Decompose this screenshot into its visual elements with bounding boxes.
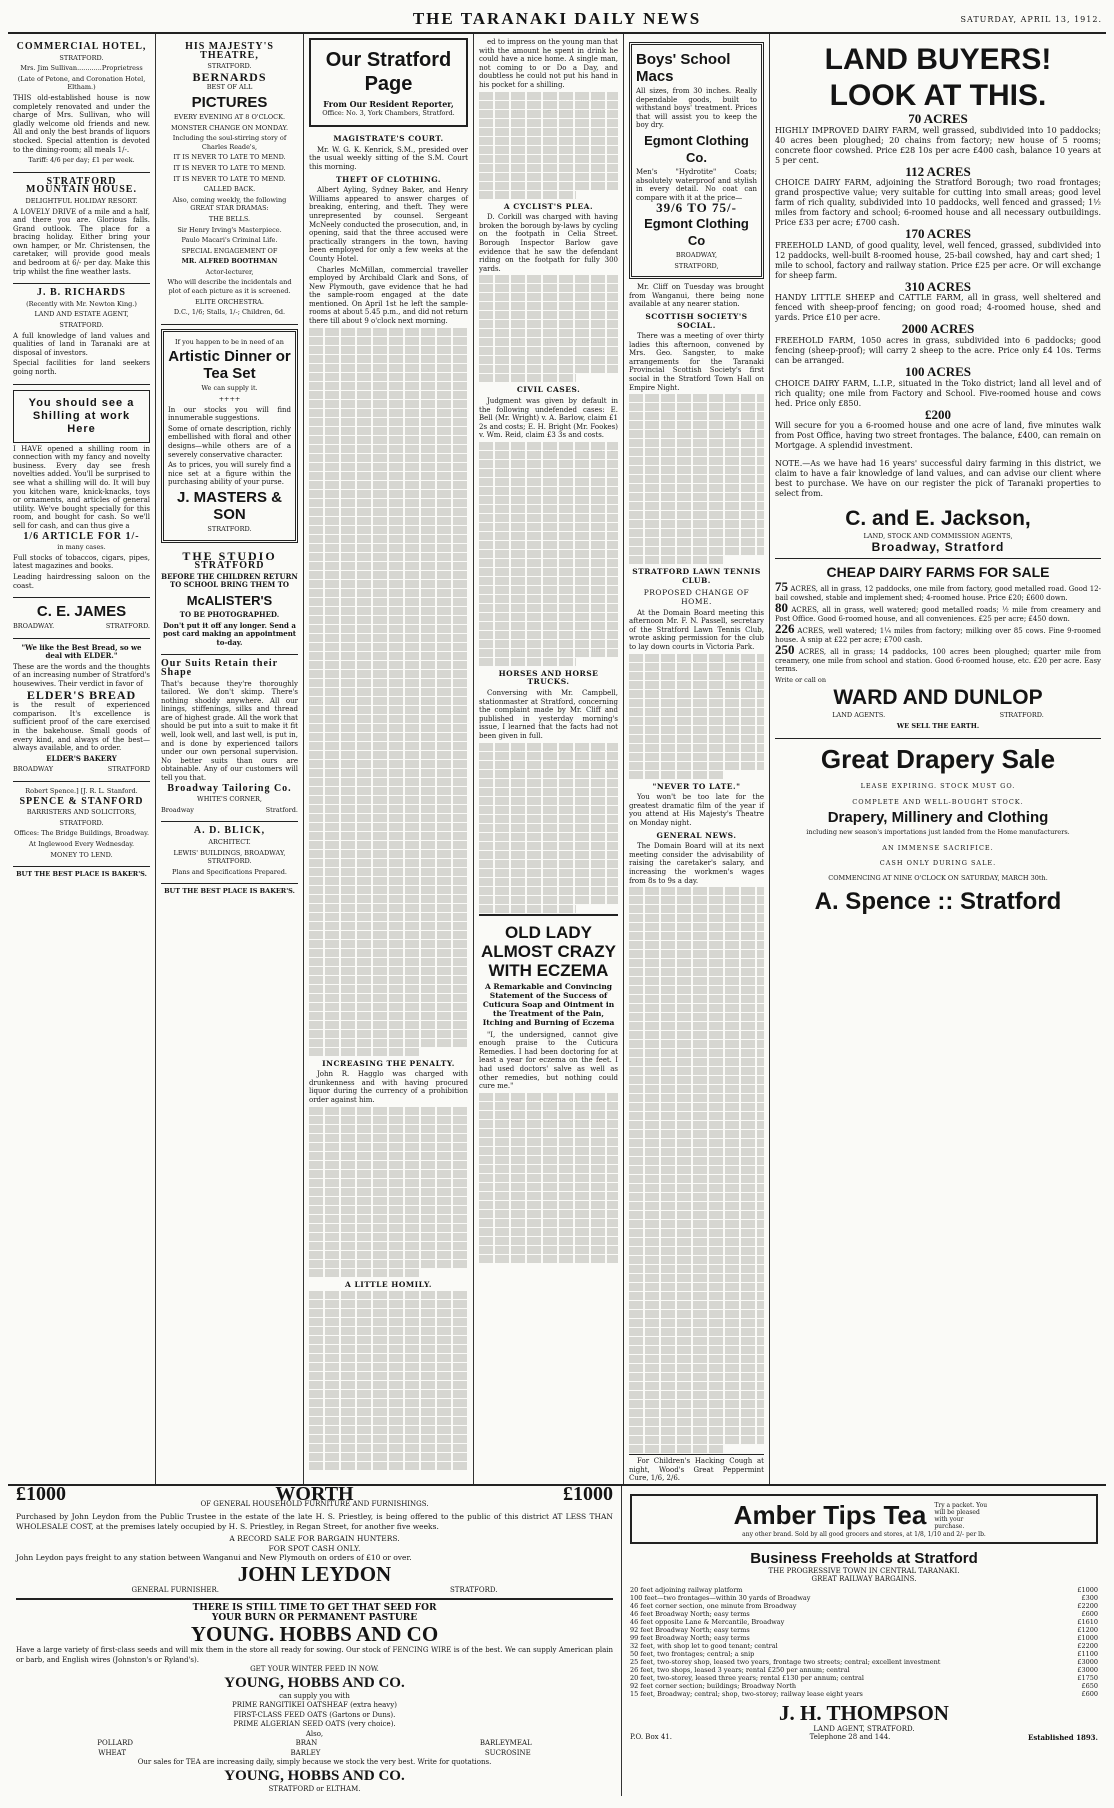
drapery-sale-ad: Great Drapery Sale LEASE EXPIRING. STOCK MUST GO. COMPLETE AND WELL-BOUGHT STOCK. Drapery, Millinery and Clothing including new season's importations just landed from the Home manufacturers. AN IMMENSE SACRIFICE. CASH ONLY DURING SALE. COMMENCING AT NINE O'CLOCK ON SATURDAY, MARCH 30th. A. Spence :: Stratford — [806, 743, 1070, 916]
studio-ad: THE STUDIO STRATFORD BEFORE THE CHILDREN RETURN TO SCHOOL BRING THEM TO McALISTER'S TO BE PHOTOGRAPHED. Don't put it off any longer. Send a post card making an appointment to-day. — [161, 547, 298, 656]
homily-heading: A LITTLE HOMILY. — [345, 1279, 432, 1289]
egmont-clothing-ad: Boys' School Macs All sizes, from 30 inches. Really dependable goods, built to withstand boys' treatment. Prices that will assist you to keep the boy dry. Egmont Clothing Co. Men's "Hydrotite" Coats; absolutely waterproof and stylish in every detail. No coat can compare with it at the price— 39/6 TO 75/- Egmont Clothing Co BROADWAY, STRATFORD, — [629, 42, 764, 279]
column-1 — [8, 34, 156, 1484]
masters-ad: If you happen to be in need of an Artistic Dinner or Tea Set We can supply it. ++++ In our stocks you will find innumerable suggestions. Some of ornate description, richly embellished with floral and other designs—while others are of a severely conservative character. As to prices, you will surely find a nice set at a figure within the purchasing ability of your purse. J. MASTERS & SON STRATFORD. — [161, 329, 298, 543]
list-item: 46 feet corner section, one minute from Broadway £2200 — [630, 1602, 1098, 1610]
article-text — [309, 328, 468, 336]
ward-dunlop-ad: CHEAP DAIRY FARMS FOR SALE 75 ACRES, all in grass, 12 paddocks, one mile from factory, good metalled road. Good 12-bail cowshed, stable and implement shed; 4-roomed house. Price £20; £600 down. 80 ACRES, all in grass, well watered; good metalled roads; ½ mile from creamery and Post Office. Good 6-roomed house, and all conveniences. £25 per acre; £450 down. 226 ACRES, well watered; 1¼ miles from factory; milking over 85 cows. Fine 9-roomed house. A snip at £22 per acre; £700 cash. 250 ACRES, all in grass; 14 paddocks, 100 acres been ploughed; quarter mile from creamery, one mile from school and station. Good 6-roomed house, etc. £20 per acre. Easy terms. Write or call on WARD AND DUNLOP LAND AGENTS. STRATFORD. WE SELL THE EARTH. — [775, 559, 1101, 738]
blick-ad: A. D. BLICK, ARCHITECT. LEWIS' BUILDINGS, BROADWAY, STRATFORD. Plans and Specifications Prepared. — [161, 822, 298, 884]
tailoring-ad: Our Suits Retain their Shape That's because they're thoroughly tailored. We don't skimp. There's nothing shoddy anywhere. All our linings, stiffenings, silks and thread are of highest grade. All the work that should be put into a suit to make it fit well, look well, and last well, is put in, and is done by experienced tailors under our own personal supervision. No better suits than ours are obtainable. Any of our customers will tell you that. Broadway Tailoring Co. WHITE'S CORNER, Broadway Stratford. — [161, 655, 298, 822]
shilling-room-ad: You should see a Shilling at work Here I HAVE opened a shilling room in connection with my fancy and novelty business. Every day see fresh novelties added. You'll be surprised to see what a shilling will do. It will buy you kitchen ware, knick-knacks, toys or ornaments, and articles of general utility. We've bought specially for this room, and bought for cash. So we'll sell for cash, and can thus give a 1/6 ARTICLE FOR 1/- in many cases. Full stocks of tobaccos, cigars, pipes, latest magazines and books. Leading hairdressing saloon on the coast. — [13, 385, 150, 599]
list-item: 20 feet, two-storey, leased three years; rental £130 per annum; central £1750 — [630, 1674, 1098, 1682]
column-6 — [770, 34, 1106, 1484]
list-item: 20 feet adjoining railway platform £1000 — [630, 1586, 1098, 1594]
amber-tips-ad: Amber Tips Tea Try a packet. You will be pleased with your purchase. any other brand. Sold by all good grocers and stores, at 1/8, 1/10 and 2/- per lb. — [630, 1494, 1098, 1544]
list-item: 99 feet Broadway North; easy terms £1000 — [630, 1634, 1098, 1642]
scottish-heading: SCOTTISH SOCIETY'S SOCIAL. — [645, 311, 748, 330]
elder-bread-ad: "We like the Best Bread, so we deal with ELDER." These are the words and the thoughts of an increasing number of Stratford's housewives. Their verdict in favor of ELDER'S BREAD is the result of experienced comparison. It's excellence is sufficient proof of the care exercised in the bakehouse. Small goods of every kind, and always of the best—always available, and to order. ELDER'S BAKERY BROADWAY STRATFORD — [13, 639, 150, 782]
bottom-left: £1000 WORTH £1000 OF GENERAL HOUSEHOLD FURNITURE AND FURNISHINGS. Purchased by John Leydon from the Public Trustee in the estate of the late H. S. Priestley, is being offered to the public of this district AT LESS THAN WHOLESALE COST, at the premises lately occupied by H. S. Priestley, in Regan Street, for another five weeks. A RECORD SALE FOR BARGAIN HUNTERS. FOR SPOT CASH ONLY. John Leydon pays freight to any station between Wanganui and New Plymouth on orders of £10 or over. JOHN LEYDON GENERAL FURNISHER. STRATFORD. THERE IS STILL TIME TO GET THAT SEED FOR YOUR BURN OR PERMANENT PASTURE YOUNG. HOBBS AND CO Have a large variety of first-class seeds and will mix them in the store all ready for sowing. Our stock of FENCING WIRE is of the best. We can supply American plain or barb, and English wires (Johnston's or Ryland's). GET YOUR WINTER FEED IN NOW. YOUNG, HOBBS AND CO. can supply you with PRIME RANGITIKEI OATSHEAF (extra heavy) FIRST-CLASS FEED OATS (Gartons or Duns). PRIME ALGERIAN SEED OATS (very choice). Also, POLLARD BRAN BARLEYMEAL WHEAT BARLEY SUCROSINE Our sales for TEA are increasing daily, simply because we stock the very best. Write for quotations. YOUNG, HOBBS AND CO. STRATFORD or ELTHAM. — [8, 1486, 622, 1796]
list-item: 46 feet Broadway North; easy terms £600 — [630, 1610, 1098, 1618]
list-item: 75 ACRES, all in grass, 12 paddocks, one mile from factory, good metalled road. Good 12-bail cowshed, stable and implement shed; 4-roomed house. Price £20; £600 down. — [775, 579, 1101, 602]
column-2 — [156, 34, 304, 1484]
commercial-hotel-ad: COMMERCIAL HOTEL, STRATFORD. Mrs. Jim Sullivan............Proprietress (Late of Petone, and Coronation Hotel, Eltham.) THIS old-established house is now completely renovated and under the charge of Mrs. Sullivan, who will gladly welcome old friends and new. All and only the best brands of liquors stocked. Special attention is devoted to the dining-room; all meals 1/-. Tariff: 4/6 per day; £1 per week. — [13, 38, 150, 173]
richards-ad: J. B. RICHARDS (Recently with Mr. Newton King.) LAND AND ESTATE AGENT, STRATFORD. A full knowledge of land values and qualities of land in Taranaki are at disposal of investors. Special facilities for land seekers going north. — [13, 284, 150, 384]
general-news-heading: GENERAL NEWS. — [656, 830, 737, 840]
masthead — [8, 6, 1106, 34]
thompson-name: J. H. THOMPSON — [779, 1701, 949, 1725]
col1-footer: BUT THE BEST PLACE IS BAKER'S. — [16, 870, 147, 879]
cuticura-ad: OLD LADY ALMOST CRAZY WITH ECZEMA A Remarkable and Convincing Statement of the Success of Cuticura Soap and Ointment in the Treatment of the Pain, Itching and Burning of Eczema "I, the undersigned, cannot give enough praise to the Cuticura Remedies. I had been doctoring for at least a year for eczema on the feet. I had used doctors' salve as well as other remedies, but nothing could cure me." — [479, 914, 618, 1269]
list-item: 250 ACRES, all in grass; 14 paddocks, 100 acres been ploughed; quarter mile from creamery, one mile from school and station. Good 6-roomed house, etc. £20 per acre. Easy terms. — [775, 642, 1101, 674]
bottom-section — [8, 1483, 1106, 1796]
theft-heading: THEFT OF CLOTHING. — [336, 174, 441, 184]
list-item: 25 feet, two-storey shop, leased two years, frontage two streets; central; excellent investment £3000 — [630, 1658, 1098, 1666]
list-item: 26 feet, two shops, leased 3 years; rental £250 per annum; central £3000 — [630, 1666, 1098, 1674]
issue-date: SATURDAY, APRIL 13, 1912. — [960, 14, 1102, 24]
page-headline: Our Stratford Page — [325, 49, 452, 95]
tennis-heading: STRATFORD LAWN TENNIS CLUB. — [632, 567, 761, 585]
freehold-list — [630, 1586, 1098, 1698]
column-4: ed to impress on the young man that with the amount he spent in drink he could have a nice home. A single man, not coming to or Do a Day, and doubtless he could not put his hand in his pocket for a shilling. A CYCLIST'S PLEA. D. Corkill was charged with having broken the borough by-laws by cycling on the footpath in Celia Street. Borough Inspector Barlow gave evidence that he saw the defendant riding on the footpath for fully 300 yards. CIVIL CASES. Judgment was given by default in the following undefended cases: E. Bell (Mr. Wright) v. A. Barlow, claim £1 2s and costs; E. H. Bright (Mr. Fookes) v. Wm. Reid, claim £3 3s and costs. HORSES AND HORSE TRUCKS. Conversing with Mr. Campbell, stationmaster at Stratford, concerning the complaint made by Mr. Cliff and published in yesterday morning's issue, I learned that the facts had not been given in full. OLD LADY ALMOST CRAZY WITH ECZEMA A Remarkable and Convincing Statement of the Success of Cuticura Soap and Ointment in the Treatment of the Pain, Itching and Burning of Eczema "I, the undersigned, cannot give enough praise to the Cuticura Remedies. I had been doctoring for at least a year for eczema on the feet. I had used doctors' salve as well as other remedies, but nothing could cure me." — [474, 34, 624, 1484]
theatre-ad: HIS MAJESTY'S THEATRE, STRATFORD. BERNARDS BEST OF ALL PICTURES EVERY EVENING AT 8 O'CLOCK. MONSTER CHANGE ON MONDAY. Including the soul-stirring story of Charles Reade's, IT IS NEVER TO LATE TO MEND. IT IS NEVER TO LATE TO MEND. IT IS NEVER TO LATE TO MEND. CALLED BACK. Also, coming weekly, the following GREAT STAR DRAMAS: THE BELLS. Sir Henry Irving's Masterpiece. Paulo Macari's Criminal Life. SPECIAL ENGAGEMENT OF MR. ALFRED BOOTHMAN Actor-lecturer, Who will describe the incidentals and plot of each picture as it is screened. ELITE ORCHESTRA. D.C., 1/6; Stalls, 1/-; Children, 6d. — [161, 38, 298, 325]
col2-footer: BUT THE BEST PLACE IS BAKER'S. — [164, 887, 295, 896]
leydon-ad-header: £1000 WORTH £1000 — [16, 1483, 613, 1505]
list-item: 15 feet, Broadway; central; shop, two-storey; railway lease eight years £600 — [630, 1690, 1098, 1698]
bottom-right: Amber Tips Tea Try a packet. You will be pleased with your purchase. any other brand. Sold by all good grocers and stores, at 1/8, 1/10 and 2/- per lb. Business Freeholds at Stratford THE PROGRESSIVE TOWN IN CENTRAL TARANAKI. GREAT RAILWAY BARGAINS. 20 feet adjoining railway platform £1000 100 feet—two frontages—within 30 yards of Broadway £300 46 feet corner section, one minute from Broadway £2200 46 feet Broadway North; easy terms £600 46 feet opposite Lane & Mercantile, Broadway £1610 92 feet Broadway North; easy terms £1200 99 feet Broadway North; easy terms £1000 32 feet, with shop let to good tenant; central £2200 50 feet, two frontages; central; a snip £1100 25 feet, two-storey shop, leased two years, frontage two streets; central; excellent investment £3000 26 feet, two shops, leased 3 years; rental £250 per annum; central £3000 20 feet, two-storey, leased three years; rental £130 per annum; central £1750 92 feet corner section; buildings; Broadway North £650 15 feet, Broadway; central; shop, two-storey; railway lease eight years £600 J. H. THOMPSON LAND AGENT, STRATFORD. P.O. Box 41. Telephone 28 and 144. Established 1893. — [622, 1486, 1106, 1796]
court-heading: MAGISTRATE'S COURT. — [333, 134, 444, 144]
jackson-land-ad: LAND BUYERS! LOOK AT THIS. 70 ACRES HIGHLY IMPROVED DAIRY FARM, well grassed, subdivided into 10 paddocks; 40 acres been ploughed; 20 chains from factory; new house of 5 rooms; concrete floor cowshed. Price £28 10s per acre £400 cash, balance 10 years at 5 per cent. 112 ACRES CHOICE DAIRY FARM, adjoining the Stratford Borough; two road frontages; grand prospective value; very suitable for cutting into small areas; good level farm of rich quality, subdivided into 10 paddocks, well fenced and grassed; 1½ miles from factory and school; 6-roomed house and all necessary outbuildings. Price £33 per acre; £700 cash. 170 ACRES FREEHOLD LAND, of good quality, level, well fenced, grassed, subdivided into 12 paddocks, well-built 8-roomed house, 25-bail cowshed, hay and cart shed; 1 mile to school, factory and railway station. Price £25 per acre. Or will exchange for sheep farm. 310 ACRES HANDY LITTLE SHEEP and CATTLE FARM, all in grass, well sheltered and fenced with sheep-proof fencing; on good road; 4-roomed house, shed and yards. Price £10 per acre. 2000 ACRES FREEHOLD FARM, 1050 acres in grass, subdivided into 6 paddocks; good fencing (sheep-proof); will carry 2 sheep to the acre. Price only £4 10s. Terms can be arranged. 100 ACRES CHOICE DAIRY FARM, L.I.P., situated in the Toko district; land all level and of rich quality; one mile from Factory and School. Five-roomed house and cows hed. Price only £850. £200 Will secure for you a 6-roomed house and one acre of land, five minutes walk from Post Office, having two street frontages. The balance, £400, can remain on Mortgage. A splendid investment. NOTE.—As we have had 16 years' successful dairy farming in this district, we claim to have a fair knowledge of land values, and can advise our client where best to purchase. We have on our register the pick of Taranaki properties to select from. C. and E. Jackson, LAND, STOCK AND COMMISSION AGENTS, Broadway, Stratford — [775, 38, 1101, 559]
list-item: 46 feet opposite Lane & Mercantile, Broadway £1610 — [630, 1618, 1098, 1626]
column-3: Our Stratford Page From Our Resident Reporter, Office: No. 3, York Chambers, Stratford. MAGISTRATE'S COURT. Mr. W. G. K. Kenrick, S.M., presided over the usual weekly sitting of the S.M. Court this morning. THEFT OF CLOTHING. Albert Ayling, Sydney Baker, and Henry Williams appeared to answer charges of breaking, entering, and theft. They were unrepresented by counsel. Sergeant McNeely conducted the prosecution, and, in opening, said that the three accused were practically strangers in the town, having been employed for only a few weeks at the County Hotel. Charles McMillan, commercial traveller employed by Archibald Clark and Sons, of New Plymouth, gave evidence that he had the sample-room engaged at the date mentioned. On April 1st he left the sample-rooms at about 5.45 p.m., and did not return there till about 9 o'clock next morning. INCREASING THE PENALTY. John R. Hagglo was charged with drunkenness and with having procured liquor during the currency of a prohibition order against him. A LITTLE HOMILY. — [304, 34, 474, 1484]
cheap-farm-list — [775, 579, 1101, 674]
horses-heading: HORSES AND HORSE TRUCKS. — [498, 668, 599, 687]
peppermint-cure-ad: For Children's Hacking Cough at night, Wood's Great Peppermint Cure, 1/6, 2/6. — [629, 1454, 764, 1483]
james-ad: C. E. JAMES BROADWAY. STRATFORD. — [13, 598, 150, 639]
main-columns — [8, 34, 1106, 1486]
column-5: Boys' School Macs All sizes, from 30 inches. Really dependable goods, built to withstand boys' treatment. Prices that will assist you to keep the boy dry. Egmont Clothing Co. Men's "Hydrotite" Coats; absolutely waterproof and stylish in every detail. No coat can compare with it at the price— 39/6 TO 75/- Egmont Clothing Co BROADWAY, STRATFORD, Mr. Cliff on Tuesday was brought from Wanganui, there being none available at any nearer station. SCOTTISH SOCIETY'S SOCIAL. There was a meeting of over thirty ladies this afternoon, convened by Mrs. Geo. Sangster, to make arrangements for the Taranaki Provincial Scottish Society's first social in the Stratford Town Hall on Empire Night. STRATFORD LAWN TENNIS CLUB. PROPOSED CHANGE OF HOME. At the Domain Board meeting this afternoon Mr. F. N. Passell, secretary of the Stratford Lawn Tennis Club, wrote asking permission for the club to lay down courts in Victoria Park. "NEVER TO LATE." You won't be too late for the greatest dramatic film of the year if you attend at His Majesty's Theatre on Monday night. GENERAL NEWS. The Domain Board will at its next meeting consider the advisability of raising the caretaker's salary, and increasing the workmen's wages from 8s to 9s a day. For Children's Hacking Cough at night, Wood's Great Peppermint Cure, 1/6, 2/6. — [624, 34, 770, 1484]
penalty-heading: INCREASING THE PENALTY. — [322, 1058, 455, 1068]
freeholds-title: Business Freeholds at Stratford — [750, 1550, 978, 1567]
civil-heading: CIVIL CASES. — [516, 385, 581, 395]
never-late-heading: "NEVER TO LATE." — [652, 781, 741, 791]
spence-stanford-ad: Robert Spence.] [J. R. L. Stanford. SPENCE & STANFORD BARRISTERS AND SOLICITORS, STRATFORD. Offices: The Bridge Buildings, Broadway. At Inglewood Every Wednesday. MONEY TO LEND. — [13, 782, 150, 867]
list-item: 50 feet, two frontages; central; a snip £1100 — [630, 1650, 1098, 1658]
leydon-name: JOHN LEYDON — [237, 1561, 392, 1586]
mountain-house-ad: STRATFORD MOUNTAIN HOUSE. DELIGHTFUL HOLIDAY RESORT. A LOVELY DRIVE of a mile and a half, and there you are. Glorious falls. Grand outlook. The place for a bracing holiday. Either bring your own hamper, or Mr. Christensen, the caretaker, will provide good meals and bedroom at 6/- per day. Make this trip whilst the fine weather lasts. — [13, 173, 150, 285]
young-hobbs-name: YOUNG. HOBBS AND CO — [190, 1622, 439, 1646]
stratford-page-header: Our Stratford Page From Our Resident Reporter, Office: No. 3, York Chambers, Stratford. — [309, 38, 468, 127]
list-item: 80 ACRES, all in grass, well watered; good metalled roads; ½ mile from creamery and Post Office. Good 6-roomed house, and all conveniences. £25 per acre; £450 down. — [775, 600, 1101, 623]
list-item: 100 feet—two frontages—within 30 yards of Broadway £300 — [630, 1594, 1098, 1602]
list-item: 32 feet, with shop let to good tenant; central £2200 — [630, 1642, 1098, 1650]
list-item: 92 feet Broadway North; easy terms £1200 — [630, 1626, 1098, 1634]
newspaper-title: THE TARANAKI DAILY NEWS — [412, 9, 702, 28]
cyclist-heading: A CYCLIST'S PLEA. — [503, 201, 594, 211]
list-item: 92 feet corner section; buildings; Broadway North £650 — [630, 1682, 1098, 1690]
list-item: 226 ACRES, well watered; 1¼ miles from factory; milking over 85 cows. Fine 9-roomed house. A snip at £22 per acre; £700 cash. — [775, 621, 1101, 644]
